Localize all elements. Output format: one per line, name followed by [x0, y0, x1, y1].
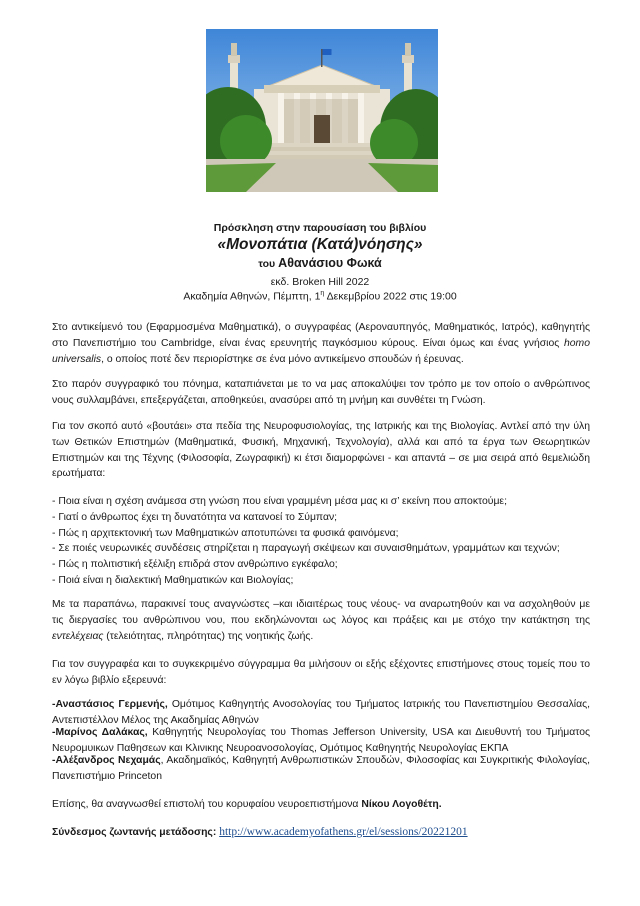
paragraph-letter: [52, 797, 590, 813]
p6-text: Επίσης, θα αναγνωσθεί επιστολή του κορυφαίου νευροεπιστήμονα: [52, 799, 362, 810]
list-item: - Γιατί ο άνθρωπος έχει τη δυνατότητα να κατανοεί το Σύμπαν;: [52, 511, 338, 523]
paragraph-author-intro: [52, 320, 590, 367]
speaker-name: -Μαρίνος Δαλάκας,: [52, 727, 148, 738]
paragraph-book-subject: Στο παρόν συγγραφικό του πόνημα, καταπιάνεται με το να μας αποκαλύψει τον τρόπο με τον οποίο ο ανθρώπινος νους συλλαμβάνει, επεξεργάζεται, αποθηκεύει, ανασύρει από τη μνήμη και συνθέτει τη Γνώση.: [52, 379, 590, 406]
speaker-description: Καθηγητής Νευρολογίας του Thomas Jefferson University, USA και Διευθυντή του Τμήματος Νευρομυικων Παθησεων και Κλινικης Νευροανοσολογίας, Ομότιμος Καθηγητής Νευρολογίας ΕΚΠΑ: [52, 727, 590, 754]
p4-text-a: Με τα παραπάνω, παρακινεί τους αναγνώστες –και ιδιαιτέρως τους νέους- να αναρωτηθούν και να ασχοληθούν με τις διεργασίες του ανθρώπινου νου, που εκδηλώνονται ως λόγος και πράξεις και με στόχο την κατάκτηση της: [52, 599, 590, 626]
book-title: «Μονοπάτια (Κατά)νόησης»: [217, 236, 423, 253]
invitation-line: Πρόσκληση στην παρουσίαση του βιβλίου: [213, 222, 427, 234]
list-item: - Ποια είναι η σχέση ανάμεσα στη γνώση που είναι γραμμένη μέσα μας κι σ’ εκείνη που αποκτούμε;: [52, 496, 507, 507]
live-stream-link[interactable]: http://www.academyofathens.gr/el/sessions/20221201: [219, 826, 468, 838]
paragraph-speakers-intro: Για τον συγγραφέα και το συγκεκριμένο σύγγραμμα θα μιλήσουν οι εξής εξέχοντες επιστήμονες στους τομείς που το εν λόγω βιβλίο εξερευνά:: [52, 659, 590, 686]
questions-list: [52, 494, 590, 589]
publisher-line: εκδ. Broken Hill 2022: [270, 276, 370, 288]
venue-sup: η: [320, 290, 325, 297]
list-item: - Πώς η πολιτιστική εξέλιξη επιδρά στον ανθρώπινο εγκέφαλο;: [52, 559, 338, 571]
speaker-name: -Αλέξανδρος Νεχαμάς: [52, 755, 161, 766]
list-item: - Σε ποιές νευρωνικές συνδέσεις στηρίζεται η παραγωγή σκέψεων και συναισθημάτων, γραμμάτων και τεχνών;: [52, 543, 560, 555]
speaker-entry: [52, 753, 590, 785]
venue-line: [52, 290, 588, 303]
venue-after: Δεκεμβρίου 2022 στις 19:00: [324, 290, 457, 303]
p4-emphasis: εντελέχειας: [52, 630, 104, 642]
venue-before: Ακαδημία Αθηνών, Πέμπτη, 1: [183, 290, 321, 303]
p1-emphasis: homo universalis: [52, 337, 590, 365]
live-stream-label: Σύνδεσμος ζωντανής μετάδοσης:: [52, 827, 217, 838]
list-item: - Πώς η αρχιτεκτονική των Μαθηματικών αποτυπώνει τα φυσικά φαινόμενα;: [52, 527, 399, 539]
author-name: Αθανάσιου Φωκά: [278, 256, 382, 270]
speaker-entry: [52, 725, 590, 757]
academy-of-athens-photo: [206, 29, 438, 192]
speaker-description: Ομότιμος Καθηγητής Ανοσολογίας του Τμήματος Ιατρικής του Πανεπιστημίου Θεσσαλίας, Αντεπιστέλλον Μέλος της Ακαδημίας Αθηνών: [52, 699, 590, 726]
speaker-description: , Ακαδημαϊκός, Καθηγητή Ανθρωπιστικών Σπουδών, Φιλοσοφίας και Συγκριτικής Φιλολογίας, Πανεπιστήμιο Princeton: [52, 755, 590, 782]
paragraph-fields: Για τον σκοπό αυτό «βουτάει» στα πεδία της Νευροφυσιολογίας, της Ιατρικής και της Βιολογίας. Αντλεί από την ύλη των Θετικών Επιστημών (Μαθηματικά, Φυσική, Μηχανική, Τεχνολογία), αλλά και από τα έργα των Θεωρητικών Επιστημών και της Τέχνης (Φιλοσοφία, Ζωγραφική) κι έτσι διαμορφώνει - και απαντά – σε μια σειρά από θεμελιώδη ερωτήματα:: [52, 421, 590, 480]
paragraph-readers: [52, 597, 590, 644]
speaker-name: -Αναστάσιος Γερμενής,: [52, 699, 168, 710]
p4-text-b: (τελειότητας, πληρότητας) της νοητικής ζωής.: [103, 630, 314, 642]
p1-text-a: Στο αντικείμενό του (Εφαρμοσμένα Μαθηματικά), ο συγγραφέας (Αεροναυπηγός, Μαθηματικός, Ιατρός), καθηγητής στο Πανεπιστήμιο του Cambridge, είναι ένας ερευνητής παγκόσμιου κύρους. Είναι όμως και ένας γνήσιος: [52, 322, 590, 349]
author-prefix: του: [258, 258, 276, 270]
p6-name: Νίκου Λογοθέτη.: [361, 799, 442, 810]
list-item: - Ποιά είναι η διαλεκτική Μαθηματικών και Βιολογίας;: [52, 574, 294, 586]
author-line: [52, 256, 588, 270]
live-stream-line: [52, 825, 590, 841]
speaker-entry: [52, 697, 590, 729]
p1-text-b: , ο οποίος ποτέ δεν περιορίστηκε σε ένα μόνο αντικείμενο σπουδών ή έρευνας.: [101, 353, 464, 365]
